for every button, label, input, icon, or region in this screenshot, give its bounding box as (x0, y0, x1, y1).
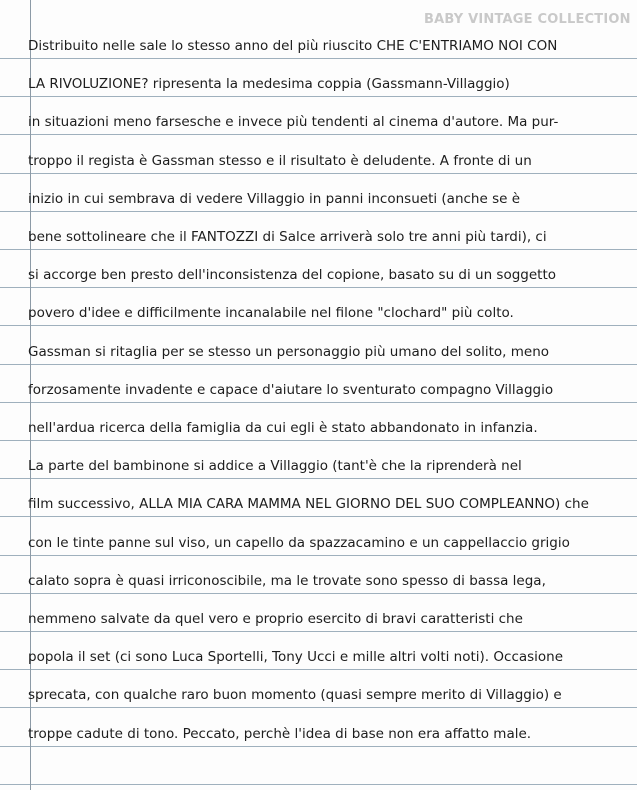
text-line: troppo il regista è Gassman stesso e il risultato è deludente. A fronte di un (28, 153, 532, 169)
text-line: La parte del bambinone si addice a Villaggio (tant'è che la riprenderà nel (28, 458, 522, 474)
text-line: povero d'idee e difficilmente incanalabile nel filone "clochard" più colto. (28, 305, 514, 321)
text-line: inizio in cui sembrava di vedere Villaggio in panni inconsueti (anche se è (28, 191, 521, 207)
text-line: LA RIVOLUZIONE? ripresenta la medesima coppia (Gassmann-Villaggio) (28, 76, 510, 92)
text-line: Gassman si ritaglia per se stesso un personaggio più umano del solito, meno (28, 344, 550, 360)
text-line: con le tinte panne sul viso, un capello da spazzacamino e un cappellaccio grigio (28, 535, 570, 551)
text-line: in situazioni meno farsesche e invece più tendenti al cinema d'autore. Ma pur- (28, 114, 559, 130)
text-line: popola il set (ci sono Luca Sportelli, Tony Ucci e mille altri volti noti). Occasione (28, 649, 564, 665)
text-line: sprecata, con qualche raro buon momento (quasi sempre merito di Villaggio) e (28, 687, 562, 703)
text-line: calato sopra è quasi irriconoscibile, ma le trovate sono spesso di bassa lega, (28, 573, 546, 589)
ruled-line (0, 784, 637, 785)
text-line: bene sottolineare che il FANTOZZI di Salce arriverà solo tre anni più tardi), ci (28, 229, 547, 245)
text-line: nemmeno salvate da quel vero e proprio esercito di bravi caratteristi che (28, 611, 523, 627)
text-line: film successivo, ALLA MIA CARA MAMMA NEL GIORNO DEL SUO COMPLEANNO) che (28, 496, 589, 512)
text-line: nell'ardua ricerca della famiglia da cui egli è stato abbandonato in infanzia. (28, 420, 538, 436)
watermark: BABY VINTAGE COLLECTION (424, 12, 631, 27)
text-line: si accorge ben presto dell'inconsistenza del copione, basato su di un soggetto (28, 267, 557, 283)
text-line: troppe cadute di tono. Peccato, perchè l'idea di base non era affatto male. (28, 726, 532, 742)
text-line: forzosamente invadente e capace d'aiutare lo sventurato compagno Villaggio (28, 382, 554, 398)
text-line: Distribuito nelle sale lo stesso anno del più riuscito CHE C'ENTRIAMO NOI CON (28, 38, 558, 54)
